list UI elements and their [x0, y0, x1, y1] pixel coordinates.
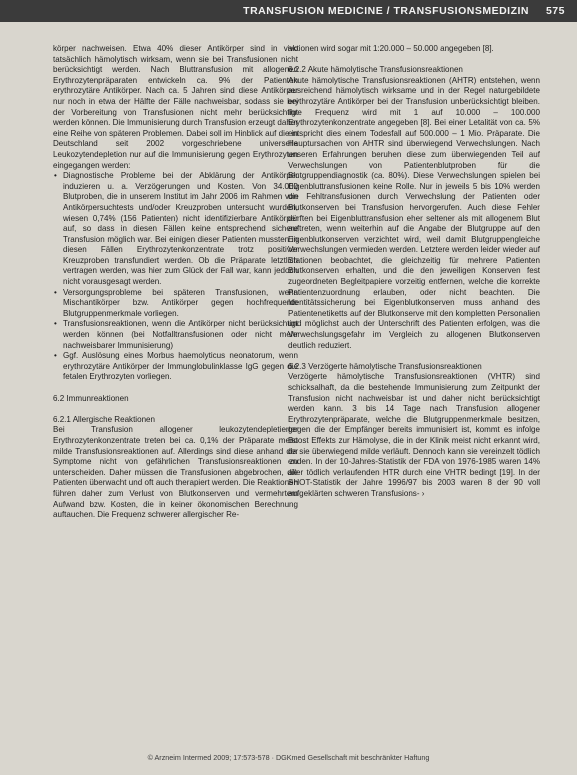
left-intro-paragraph: körper nachweisen. Etwa 40% dieser Antikörper sind in vivo tatsächlich hämolytisch wirksam, wenn sie bei Transfusionen nicht berücksichtigt werden. Nach Bluttransfusion mit allogenen Erythrozytenpräparaten entwickeln ca. 9% der Patienten erythrozytäre Antikörper. Nach ca. 5 Jahren sind diese Antikörper nur noch in etwa der Hälfte der Fälle nachweisbar, sodass sie bei der Vorbereitung von Transfusionen nicht mehr berücksichtigt werden können. Die Immunisierung durch Transfusion erzeugt daher eine Reihe von späteren Problemen. Dabei soll im Hinblick auf die in Deutschland seit 2002 vorgeschriebene universelle Leukozytendepletion nur auf die Immunisierung gegen Erythrozyten eingegangen werden: [53, 44, 298, 170]
subsection-heading: 6.2.1 Allergische Reaktionen [53, 414, 155, 424]
bullet-item: • Ggf. Auslösung eines Morbus haemolyticus neonatorum, wenn erythrozytäre Antikörper der Immunglobulinklasse IgG gegen die fetalen Erythrozyten vorliegen. [63, 351, 298, 383]
vhtr-paragraph: Verzögerte hämolytische Transfusionsreaktionen (VHTR) sind schicksalhaft, da die bestehende Immunisierung zum Zeitpunkt der Transfusion nicht nachweisbar ist und daher nicht berücksichtigt werden kann. 3 bis 14 Tage nach Transfusion allogener Erythrozytenpräparate, welche die Blutgruppenmerkmale besitzen, gegen die der Empfänger bereits immunisiert ist, kommt es infolge Boost Effekts zur Hämolyse, die in der Klinik meist nicht erkannt wird, da sie überwiegend milde verläuft. Dennoch kann sie vereinzelt tödlich enden. In der 10-Jahres-Statistik der FDA von 1976-1985 waren 14% aller tödlich verlaufenden HTR durch eine VHTR bedingt [19]. In der SHOT-Statistik der Jahre 1996/97 bis 2003 waren 8 der 90 voll aufgeklärten schweren Transfusions- › [288, 372, 540, 498]
left-column [53, 44, 298, 521]
copyright-footer: © Arzneim Intermed 2009; 17:573-578 · DGKmed Gesellschaft mit beschränkter Haftung [147, 753, 430, 762]
page-number: 575 [545, 5, 565, 17]
subsection-heading-vhtr: 6.2.3 Verzögerte hämolytische Transfusionsreaktionen [288, 361, 482, 371]
bullet-item: • Versorgungsprobleme bei späteren Transfusionen, wenn Mischantikörper bzw. Antikörper gegen hochfrequente Blutgruppenmerkmale vorliegen. [63, 288, 298, 320]
right-intro-paragraph: aktionen wird sogar mit 1:20.000 – 50.000 angegeben [8]. [288, 44, 494, 53]
allergic-reactions-paragraph: Bei Transfusion allogener leukozytendepletierter Erythrozytenkonzentrate treten bei ca. 0,1% der Präparate meist milde Transfusionsreaktionen auf. Allerdings sind diese anhand der Symptome nicht von gefährlichen Transfusionsreaktionen zu unterscheiden. Daher müssen die Transfusionen abgebrochen, die Patienten überwacht und oft auch therapiert werden. Die Reaktionen führen daher zum Verlust von Blutkonserven und vermehrtem Aufwand bzw. Kosten, die in keiner ökonomischen Berechnung auftauchen. Die Frequenz schwerer allergischer Re- [53, 425, 298, 520]
right-column [288, 44, 540, 500]
problem-bullet-list [53, 171, 298, 383]
section-heading: 6.2 Immunreaktionen [53, 393, 129, 403]
ahtr-paragraph: Akute hämolytische Transfusionsreaktionen (AHTR) entstehen, wenn ausreichend hämolytisch wirksame und in der Regel naturgebildete erythrozytäre Antikörper bei der Transfusion unberücksichtigt bleiben. Ihre Frequenz wird mit 1 auf 10.000 – 100.000 Erythrozytenkonzentrate angegeben [8]. Bei einer Letalität von ca. 5% entspricht dies einem Todesfall auf 500.000 – 1 Mio. Präparate. Die Hauptursachen von AHTR sind überwiegend Verwechslungen. Nach unseren Erfahrungen beruhen diese zum überwiegenden Teil auf Verwechslungen von Patientenblutproben für die Blutgruppendiagnostik (ca. 80%). Diese Verwechslungen spielen bei Eigenbluttransfusionen keine Rolle. Nur in jeweils 5 bis 10% werden die Fehltransfusionen durch Verwechslung der Patienten oder Blutkonserven bei Transfusion hervorgerufen. Auch diese Fehler dürften bei Eigenbluttransfusion eher seltener als mit allogenem Blut auftreten, wenn weiterhin auf die Angabe der Blutgruppe auf den Eigenblutkonserven verzichtet wird, weil damit Blutgruppengleiche Verwechslungen vermieden werden. Letztere werden leider wieder auf Stationen beobachtet, die gleichzeitig für mehrere Patienten Blutkonserven erhalten, und die den jeweiligen Konserven fest zugeordneten Begleitpapiere vorzeitig entfernen, welche die korrekte Patientenzuordnung erlauben, oder nicht beachten. Die Identitätssicherung bei Eigenblutkonserven muss anhand des Patientenetiketts auf der Blutkonserve mit den kompletten Personalien und möglichst auch der Unterschrift des Patienten erfolgen, was die Verwechslungsgefahr im Vergleich zu allogenen Blutkonserven deutlich reduziert. [288, 75, 540, 350]
bullet-item: • Transfusionsreaktionen, wenn die Antikörper nicht berücksichtigt werden können (bei Notfalltransfusionen oder nicht mehr nachweisbarer Immunisierung) [63, 319, 298, 351]
running-header [0, 0, 577, 22]
subsection-heading-ahtr: 6.2.2 Akute hämolytische Transfusionsreaktionen [288, 65, 463, 75]
journal-section-title: TRANSFUSION MEDICINE / TRANSFUSIONSMEDIZIN [243, 5, 529, 17]
bullet-item: • Diagnostische Probleme bei der Abklärung der Antikörper induzieren u. a. Verzögerungen und Kosten. Von 34.000 Blutproben, die in unserem Institut im Jahr 2006 im Rahmen von Antikörpersuchtests und/oder Kreuzproben untersucht wurden, wiesen 0,74% (156 Patienten) nicht identifizierbare Antikörper auf, so dass in diesen Fällen keine entsprechend sichere Transfusion möglich war. Bei einigen dieser Patienten mussten in diesen Fällen Erythrozytenkonzentrate trotz positiver Kreuzproben transfundiert werden. Ob die Präparate letztlich vertragen werden, was hier zum Glück der Fall war, kann jedoch nicht vorausgesagt werden. [63, 171, 298, 288]
